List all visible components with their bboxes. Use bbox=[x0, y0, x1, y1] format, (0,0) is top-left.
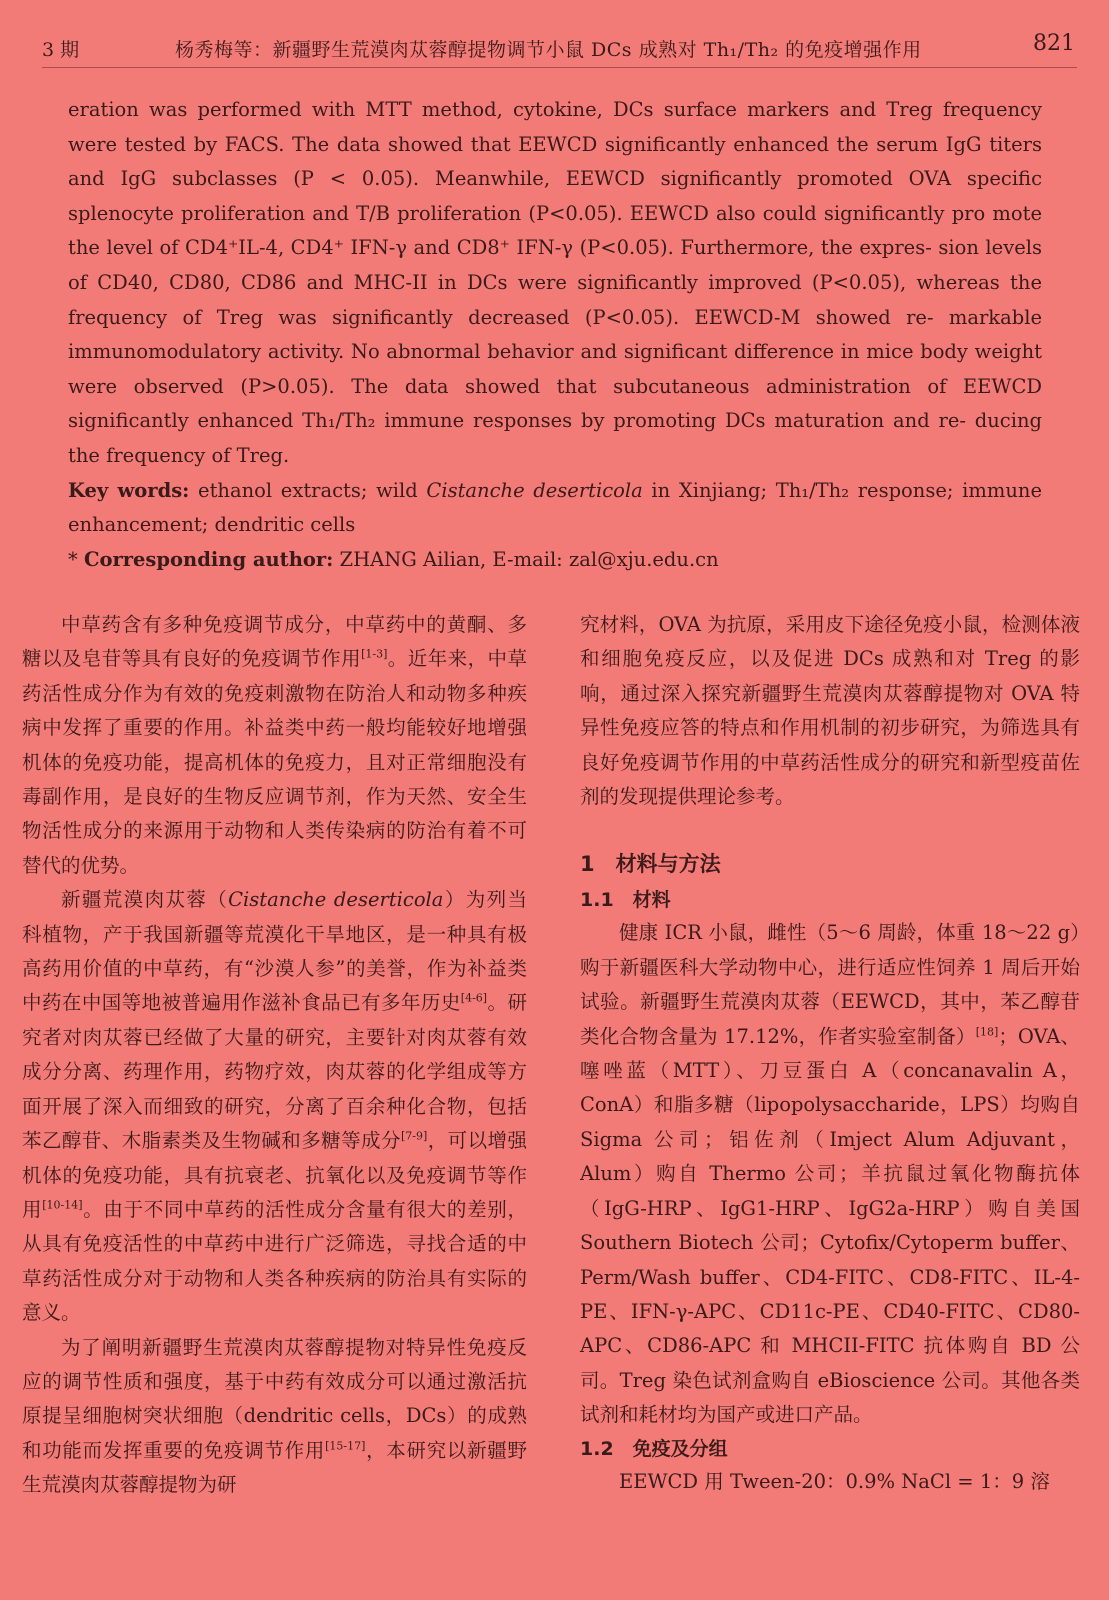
intro-p2-text-c: 。研究者对肉苁蓉已经做了大量的研究，主要针对肉苁蓉有效成分分离、药理作用，药物疗效，肉苁蓉的化学组成等方面开展了深入而细致的研究，分离了百余种化合物，包括苯乙醇苷、木脂素类及生物碱和多糖等成分 bbox=[22, 991, 527, 1153]
intro-paragraph-3-continued: 究材料，OVA 为抗原，采用皮下途径免疫小鼠，检测体液和细胞免疫反应，以及促进 DCs 成熟和对 Treg 的影响，通过深入探究新疆野生荒漠肉苁蓉醇提物对 OVA 特异性免疫应答的特点和作用机制的初步研究，为筛选具有良好免疫调节作用的中草药活性成分的研究和新型疫苗佐剂的发现提供理论参考。 bbox=[580, 613, 1080, 809]
running-header bbox=[0, 0, 1109, 62]
intro-p2-text-d: ，可以增强机体的免疫功能，具有抗衰老、抗氧化以及免疫调节等作用 bbox=[22, 1129, 527, 1221]
left-column bbox=[22, 608, 527, 1503]
intro-p1-text-b: 。近年来，中草药活性成分作为有效的免疫刺激物在防治人和动物多种疾病中发挥了重要的作用。补益类中药一般均能较好地增强机体的免疫功能，提高机体的免疫力，且对正常细胞没有毒副作用，是良好的生物反应调节剂，作为天然、安全生物活性成分的来源用于动物和人类传染病的防治有着不可替代的优势。 bbox=[22, 647, 527, 877]
immunization-paragraph: EEWCD 用 Tween-20：0.9% NaCl = 1：9 溶 bbox=[619, 1469, 1050, 1493]
running-title: 杨秀梅等：新疆野生荒漠肉苁蓉醇提物调节小鼠 DCs 成熟对 Th₁/Th₂ 的免疫增强作用 bbox=[175, 39, 922, 61]
citation-1-3[interactable]: [1-3] bbox=[361, 647, 388, 661]
intro-paragraph-3 bbox=[22, 1331, 527, 1503]
page-number: 821 bbox=[1033, 31, 1075, 56]
keywords-italic: Cistanche deserticola bbox=[426, 478, 643, 502]
corresponding-label: Corresponding author: bbox=[83, 547, 334, 571]
materials-paragraph bbox=[580, 916, 1080, 1432]
intro-p2-italic: Cistanche deserticola bbox=[228, 888, 444, 912]
citation-10-14[interactable]: [10-14] bbox=[42, 1198, 83, 1212]
intro-p3-text-b: ，本研究以新疆野生荒漠肉苁蓉醇提物为研 bbox=[22, 1438, 527, 1497]
issue-number: 3 期 bbox=[42, 39, 80, 61]
intro-p2-text-b: ）为列当科植物，产于我国新疆等荒漠化干旱地区，是一种具有极高药用价值的中草药，有“沙漠人参”的美誉，作为补益类中药在中国等地被普遍用作滋补食品已有多年历史 bbox=[22, 888, 527, 1015]
citation-15-17[interactable]: [15-17] bbox=[325, 1439, 366, 1453]
subsection-heading-immunization: 1.2 免疫及分组 bbox=[580, 1437, 728, 1460]
abstract-body: eration was performed with MTT method, cytokine, DCs surface markers and Treg frequency were tested by FACS. The data showed that EEWCD significantly enhanced the serum IgG titers and IgG subclasses (P < 0.05). Meanwhile, EEWCD significantly promoted OVA specific splenocyte proliferation and T/B proliferation (P<0.05). EEWCD also could significantly pro mote the level of CD4⁺IL-4, CD4⁺ IFN-γ and CD8⁺ IFN-γ (P<0.05). Furthermore, the expres- sion levels of CD40, CD80, CD86 and MHC-II in DCs were significantly improved (P<0.05), whereas the frequency of Treg was significantly decreased (P<0.05). EEWCD-M showed re- markable immunomodulatory activity. No abnormal behavior and significant difference in mice body weight were observed (P>0.05). The data showed that subcutaneous administration of EEWCD significantly enhanced Th₁/Th₂ immune responses by promoting DCs maturation and re- ducing the frequency of Treg. bbox=[68, 98, 1042, 467]
keywords-text-1: ethanol extracts; wild bbox=[189, 478, 427, 502]
corresponding-star: * bbox=[68, 547, 84, 571]
corresponding-author bbox=[68, 543, 1042, 578]
intro-paragraph-2 bbox=[22, 883, 527, 1330]
english-abstract bbox=[68, 93, 1042, 577]
intro-p1-text-a: 中草药含有多种免疫调节成分，中草药中的黄酮、多糖以及皂苷等具有良好的免疫调节作用 bbox=[22, 613, 527, 671]
corresponding-text: ZHANG Ailian, E-mail: zal@xju.edu.cn bbox=[333, 547, 719, 571]
citation-4-6[interactable]: [4-6] bbox=[460, 991, 488, 1005]
intro-p3-text-a: 为了阐明新疆野生荒漠肉苁蓉醇提物对特异性免疫反应的调节性质和强度，基于中药有效成分可以通过激活抗原提呈细胞树突状细胞（dendritic cells，DCs）的成熟和功能而发挥重要的免疫调节作用 bbox=[22, 1335, 527, 1462]
materials-text-a: 健康 ICR 小鼠，雌性（5～6 周龄，体重 18～22 g）购于新疆医科大学动物中心，进行适应性饲养 1 周后开始试验。新疆野生荒漠肉苁蓉（EEWCD，其中，苯乙醇苷类化合物含量为 17.12%，作者实验室制备） bbox=[580, 921, 1080, 1048]
section-heading-materials-methods: 1 材料与方法 bbox=[580, 852, 721, 877]
citation-18[interactable]: [18] bbox=[975, 1025, 999, 1039]
keywords-text-2: in Xinjiang; Th₁/Th₂ response; immune enhancement; dendritic cells bbox=[68, 478, 1043, 537]
right-column bbox=[580, 608, 1080, 1499]
materials-text-b: ；OVA、噻唑蓝（MTT）、刀豆蛋白 A（concanavalin A，ConA）和脂多糖（lipopolysaccharide，LPS）均购自 Sigma 公司；铝佐剂（Imject Alum Adjuvant，Alum）购自 Thermo 公司；羊抗鼠过氧化物酶抗体（IgG-HRP、IgG1-HRP、IgG2a-HRP）购自美国 Southern Biotech 公司；Cytofix/Cytoperm buffer、Perm/Wash buffer、CD4-FITC、CD8-FITC、IL-4-PE、IFN-γ-APC、CD11c-PE、CD40-FITC、CD80-APC、CD86-APC 和 MHCII-FITC 抗体购自 BD 公司。Treg 染色试剂盒购自 eBioscience 公司。其他各类试剂和耗材均为国产或进口产品。 bbox=[580, 1024, 1080, 1427]
keywords-label: Key words: bbox=[68, 478, 190, 502]
header-rule bbox=[42, 67, 1077, 68]
citation-7-9[interactable]: [7-9] bbox=[400, 1129, 428, 1143]
subsection-heading-materials: 1.1 材料 bbox=[580, 889, 671, 912]
intro-paragraph-1 bbox=[22, 608, 527, 883]
intro-p2-text-e: 。由于不同中草药的活性成分含量有很大的差别，从具有免疫活性的中草药中进行广泛筛选，寻找合适的中草药活性成分对于动物和人类各种疾病的防治具有实际的意义。 bbox=[22, 1197, 527, 1325]
intro-p2-text-a: 新疆荒漠肉苁蓉（ bbox=[61, 888, 229, 912]
keywords bbox=[68, 474, 1042, 543]
